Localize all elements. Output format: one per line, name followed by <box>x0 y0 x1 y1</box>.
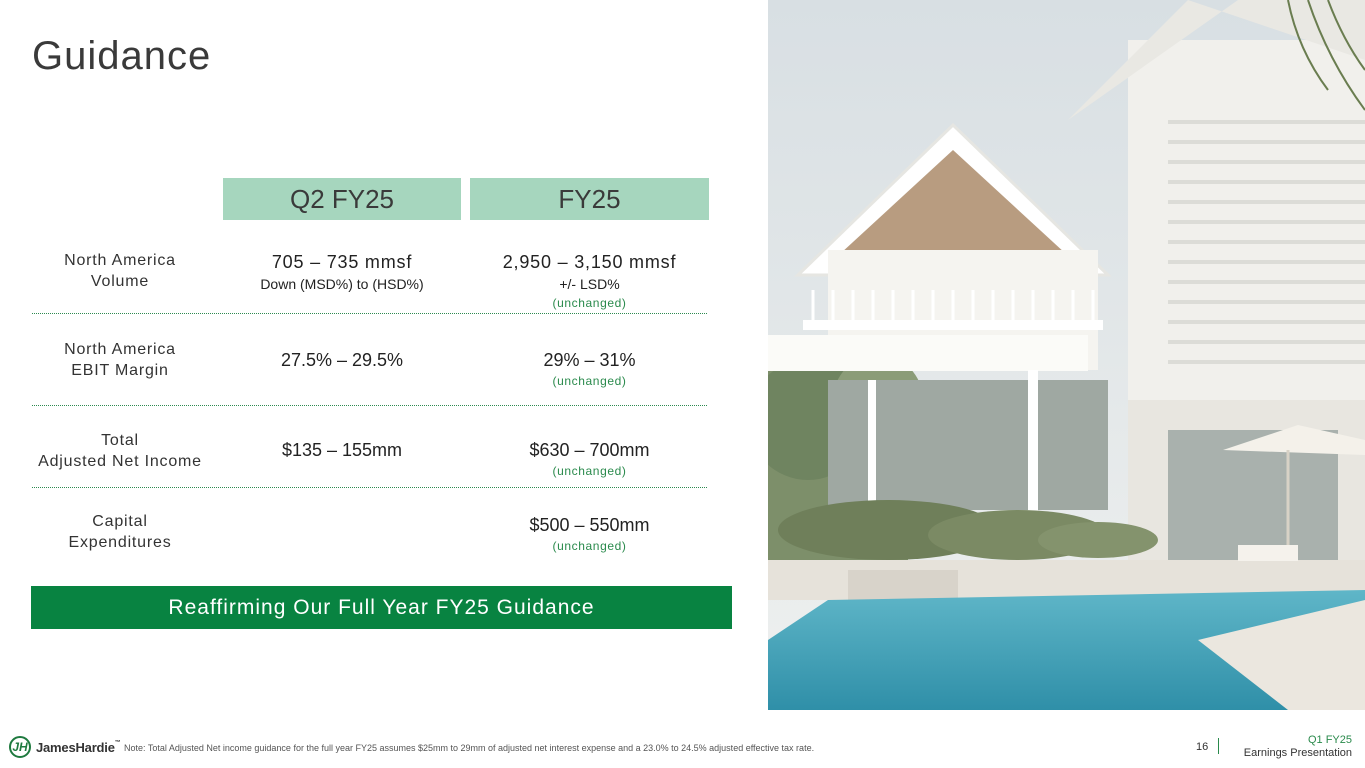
row-label: North America EBIT Margin <box>64 341 176 379</box>
footnote: Note: Total Adjusted Net income guidance for the full year FY25 assumes $25mm to 29mm of adjusted net interest expense and a 23.0% to 24.5% adjusted effective tax rate. <box>124 743 815 753</box>
row-label: North America Volume <box>64 252 176 290</box>
column-header-q2: Q2 FY25 <box>223 178 461 220</box>
logo-wordmark: JamesHardie™ <box>36 739 121 755</box>
fy-cell: $630 – 700mm (unchanged) <box>529 440 650 478</box>
james-hardie-logo-icon: JH <box>9 736 31 758</box>
page-title: Guidance <box>32 34 212 78</box>
footer-divider <box>1218 738 1219 754</box>
row-divider <box>32 487 707 488</box>
reaffirm-banner: Reaffirming Our Full Year FY25 Guidance <box>31 586 732 629</box>
q2-cell: 27.5% – 29.5% <box>280 350 404 370</box>
q2-cell: 705 – 735 mmsf Down (MSD%) to (HSD%) <box>260 252 424 292</box>
fy-cell: 29% – 31% (unchanged) <box>543 350 636 388</box>
row-label: Capital Expenditures <box>68 513 172 551</box>
row-label: Total Adjusted Net Income <box>38 432 202 470</box>
q2-cell: $135 – 155mm <box>281 440 403 460</box>
house-photo <box>768 0 1365 710</box>
row-divider <box>32 313 707 314</box>
column-header-fy: FY25 <box>470 178 709 220</box>
row-divider <box>32 405 707 406</box>
fy-cell: 2,950 – 3,150 mmsf +/- LSD% (unchanged) <box>502 252 677 310</box>
fy-cell: $500 – 550mm (unchanged) <box>529 515 650 553</box>
page-number: 16 <box>1196 741 1209 753</box>
deck-title: Q1 FY25 Earnings Presentation <box>1243 734 1352 759</box>
company-logo <box>9 736 121 758</box>
